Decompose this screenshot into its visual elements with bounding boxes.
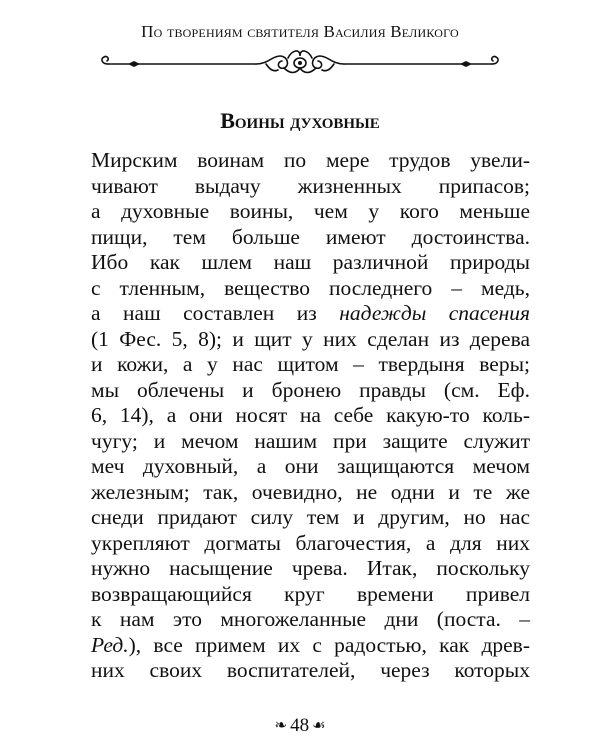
italic-text-segment: Ред. — [91, 632, 129, 657]
text-line — [91, 174, 530, 200]
text-line — [91, 429, 530, 455]
text-line — [91, 607, 530, 633]
text-segment: с тленным, вещество последнего – медь, — [91, 275, 530, 300]
text-segment: а духовные воины, чем у кого меньше — [91, 199, 530, 223]
page-number: 48 — [290, 715, 310, 736]
text-line — [91, 582, 530, 608]
right-fleuron-icon: ☙ — [312, 718, 326, 734]
text-line — [91, 531, 530, 557]
italic-text-segment: надежды спасения — [339, 301, 530, 325]
text-segment: (1 Фес. 5, 8); и щит у них сделан из дерева — [91, 326, 530, 351]
text-line — [91, 276, 530, 302]
text-line — [91, 250, 530, 276]
text-line — [91, 658, 530, 684]
body-text — [91, 148, 530, 684]
text-segment: пищи, тем больше имеют достоинства. — [91, 224, 530, 249]
text-segment: а наш составлен из — [91, 301, 340, 325]
chapter-title: Воины духовные — [220, 108, 380, 133]
text-segment: меч духовный, а они защищаются мечом — [91, 454, 530, 478]
text-segment: нужно насыщение чрева. Итак, поскольку — [91, 556, 530, 580]
text-segment: чивают выдачу жизненных припасов; — [91, 173, 530, 198]
text-line — [91, 480, 530, 506]
scroll-ornament-icon — [98, 46, 502, 80]
text-segment: железным; так, очевидно, не одни и те же — [91, 479, 530, 504]
text-line — [91, 505, 530, 531]
text-segment: Мирским воинам по мере трудов увели- — [91, 148, 530, 172]
text-segment: ), все примем их с радостью, как древ- — [128, 632, 530, 657]
text-line — [91, 403, 530, 429]
text-line — [91, 556, 530, 582]
text-segment: 6, 14), а они носят на себе какую-то коль- — [91, 403, 530, 427]
text-segment: к нам это многожеланные дни (поста. – — [91, 607, 530, 631]
text-line — [91, 454, 530, 480]
text-line — [91, 225, 530, 251]
text-line — [91, 352, 530, 378]
text-line — [91, 301, 530, 327]
text-line — [91, 633, 530, 659]
text-segment: укрепляют догматы благочестия, а для них — [91, 530, 530, 555]
text-segment: мы облечены и бронею правды (см. Еф. — [91, 377, 530, 402]
running-head: По творениям святителя Василия Великого — [141, 22, 459, 41]
text-line — [91, 199, 530, 225]
text-segment: чугу; и мечом нашим при защите служит — [91, 428, 530, 453]
text-line — [91, 148, 530, 174]
text-line — [91, 327, 530, 353]
text-segment: них своих воспитателей, через которых — [91, 658, 530, 682]
text-line — [91, 378, 530, 404]
text-segment: Ибо как шлем наш различной природы — [91, 250, 530, 274]
text-segment: снеди придают силу тем и другим, но нас — [91, 505, 530, 529]
text-segment: и кожи, а у нас щитом – твердыня веры; — [91, 352, 530, 376]
left-fleuron-icon: ❧ — [274, 718, 288, 734]
text-segment: возвращающийся круг времени привел — [91, 581, 530, 606]
page-number-footer — [0, 715, 600, 737]
